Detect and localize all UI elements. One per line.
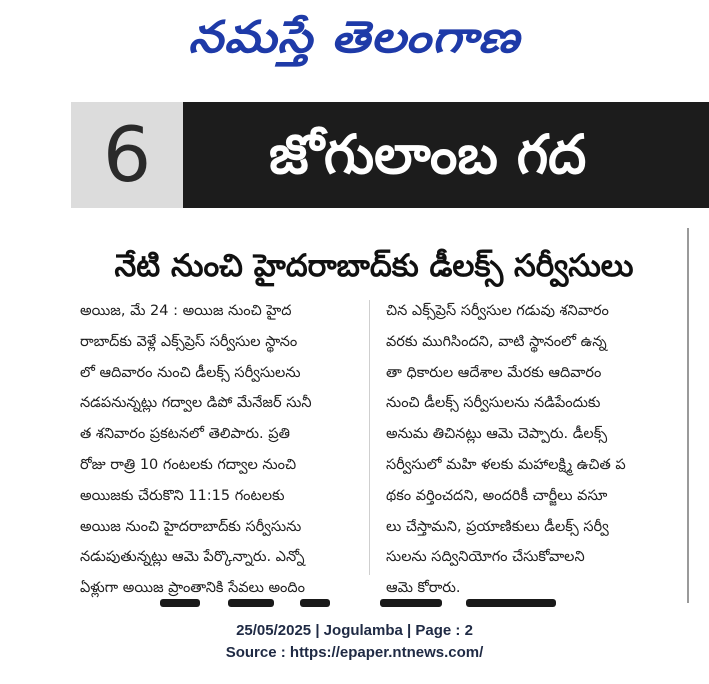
text-line: రాబాద్‌కు వెళ్లే ఎక్స్‌ప్రెస్ సర్వీసుల స్థానం [80, 333, 298, 350]
text-fragment [160, 599, 200, 607]
text-line: సులను సద్వినియోగం చేసుకోవాలని [386, 549, 585, 566]
text-fragment [380, 599, 442, 607]
masthead [0, 8, 709, 68]
text-line: తా ధికారుల ఆదేశాల మేరకు ఆదివారం [386, 364, 602, 381]
text-line: రోజు రాత్రి 10 గంటలకు గద్వాల నుంచి [80, 456, 297, 473]
text-line: లో ఆదివారం నుంచి డీలక్స్ సర్వీసులను [80, 364, 301, 381]
district-name: జోగులాంబ గద [269, 123, 587, 186]
section-band [71, 102, 709, 208]
page-number-box [71, 102, 183, 208]
text-line: థకం వర్తించదని, అందరికీ చార్జీలు వసూ [386, 487, 608, 504]
page-divider [687, 228, 689, 603]
text-line: చిన ఎక్స్‌ప్రెస్ సర్వీసుల గడువు శనివారం [386, 303, 609, 319]
footer-source-line: Source : https://epaper.ntnews.com/ [225, 644, 484, 661]
text-line: నడపనున్నట్లు గద్వాల డిపో మేనేజర్ సునీ [80, 395, 312, 412]
text-line: లు చేస్తామని, ప్రయాణికులు డీలక్స్ సర్వీ [386, 518, 609, 535]
text-line: అయిజ, మే 24 : అయిజ నుంచి హైద [80, 303, 292, 319]
text-line: అయిజకు చేరుకొని 11:15 గంటలకు [80, 487, 285, 504]
text-line: సర్వీసులో మహి ళలకు మహాలక్ష్మి ఉచిత ప [386, 456, 626, 473]
newspaper-title: నమస్తే తెలంగాణ [188, 12, 521, 63]
article-column-left [80, 296, 352, 604]
text-line: ఆమె కోరారు. [386, 580, 461, 597]
text-line: అనుమ తిచినట్లు ఆమె చెప్పారు. డీలక్స్ [386, 426, 608, 443]
text-fragment [228, 599, 274, 607]
text-line: నడుపుతున్నట్లు ఆమె పేర్కొన్నారు. ఎన్నో [80, 549, 305, 566]
text-fragment [466, 599, 556, 607]
text-fragment [300, 599, 330, 607]
footer-date-line: 25/05/2025 | Jogulamba | Page : 2 [236, 622, 473, 639]
article-column-right [386, 296, 658, 604]
text-line: ఏళ్లుగా అయిజ ప్రాంతానికి సేవలు అందిం [80, 580, 306, 597]
text-line: అయిజ నుంచి హైదరాబాద్‌కు సర్వీసును [80, 518, 302, 535]
text-line: త శనివారం ప్రకటనలో తెలిపారు. ప్రతి [80, 426, 290, 443]
text-line: నుంచి డీలక్స్ సర్వీసులను నడిపేందుకు [386, 395, 601, 412]
page-number: 6 [102, 110, 152, 199]
text-line: వరకు ముగిసిందని, వాటి స్థానంలో ఉన్న [386, 333, 607, 350]
column-rule [369, 300, 370, 575]
next-headline-fragment [150, 593, 570, 607]
article-headline: నేటి నుంచి హైదరాబాద్‌కు డీలక్స్ సర్వీసులు [114, 248, 634, 284]
